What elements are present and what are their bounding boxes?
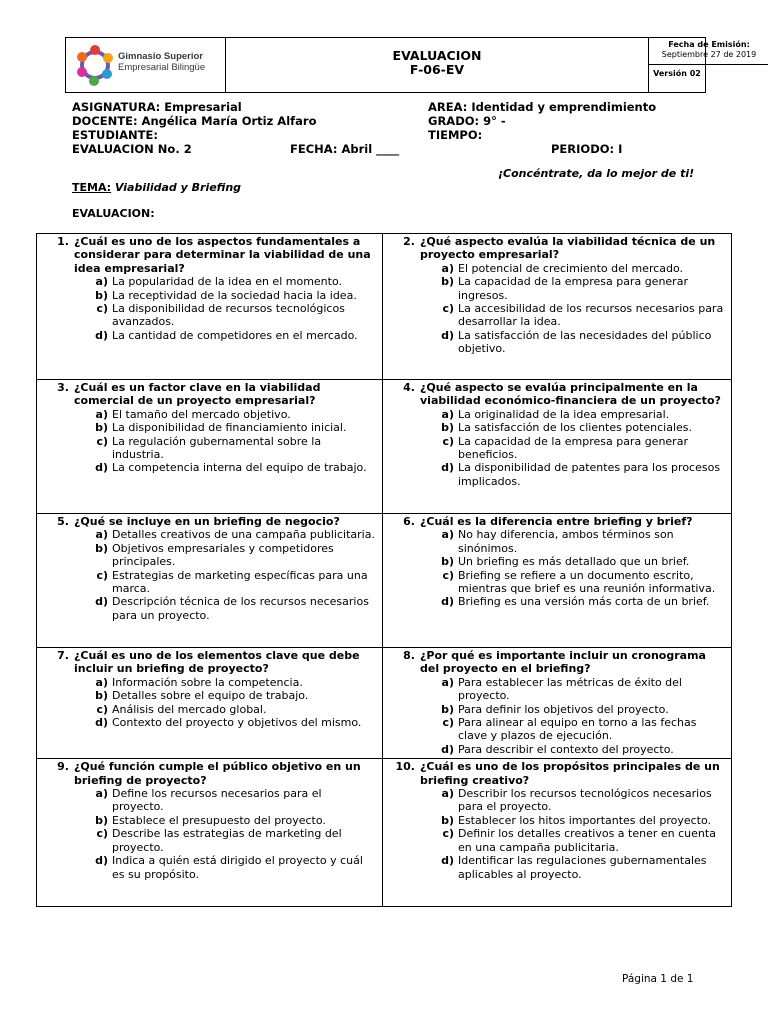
question-stem	[389, 649, 725, 676]
option-text: Objetivos empresariales y competidores principales.	[112, 541, 334, 569]
question-number: 4.	[403, 381, 415, 394]
option-letter: a)	[95, 528, 108, 542]
answer-option[interactable]	[432, 329, 725, 356]
option-text: La competencia interna del equipo de trabajo.	[112, 461, 367, 475]
option-text: Para describir el contexto del proyecto.	[458, 742, 674, 756]
question-cell	[37, 648, 383, 759]
option-text: Información sobre la competencia.	[112, 675, 303, 689]
option-letter: b)	[95, 813, 108, 827]
answer-option[interactable]	[86, 275, 376, 288]
option-text: Define los recursos necesarios para el proyecto.	[112, 787, 322, 814]
option-letter: c)	[96, 702, 108, 716]
issue-date: Septiembre 27 de 2019	[661, 50, 757, 59]
answer-option[interactable]	[86, 408, 376, 421]
option-text: La disponibilidad de financiamiento inicial.	[112, 421, 347, 435]
answer-option[interactable]	[432, 555, 725, 568]
option-text: Contexto del proyecto y objetivos del mismo.	[112, 716, 362, 730]
option-text: La capacidad de la empresa para generar beneficios.	[458, 434, 688, 462]
logo-text	[118, 51, 205, 73]
question-number: 3.	[57, 381, 69, 394]
document-code: F-06-EV	[409, 62, 465, 77]
motto: ¡Concéntrate, da lo mejor de ti!	[498, 167, 695, 180]
question-text: ¿Qué función cumple el público objetivo en un briefing de proyecto?	[74, 760, 361, 787]
option-letter: a)	[441, 261, 454, 275]
time-label: TIEMPO:	[428, 128, 483, 142]
option-text: Definir los detalles creativos a tener en cuenta en una campaña publicitaria.	[458, 827, 716, 854]
option-letter: c)	[442, 716, 454, 730]
question-text: ¿Qué se incluye en un briefing de negocio?	[74, 515, 340, 528]
option-letter: c)	[442, 434, 454, 448]
date-label: FECHA: Abril ____	[290, 142, 400, 156]
answer-option[interactable]	[432, 703, 725, 716]
evaluation-number: EVALUACION No. 2	[72, 142, 192, 156]
option-letter: d)	[95, 854, 108, 868]
option-letter: c)	[96, 827, 108, 841]
option-text: Estrategias de marketing específicas para una marca.	[112, 568, 368, 596]
option-letter: a)	[95, 407, 108, 421]
option-letter: c)	[96, 434, 108, 448]
answer-option[interactable]	[86, 787, 376, 814]
question-text: ¿Qué aspecto evalúa la viabilidad técnica de un proyecto empresarial?	[420, 235, 716, 262]
header-title-cell	[226, 38, 649, 92]
topic	[72, 181, 241, 194]
answer-option[interactable]	[86, 689, 376, 702]
logo-emblem-icon	[74, 43, 116, 87]
option-letter: b)	[95, 541, 108, 555]
answer-option[interactable]	[432, 814, 725, 827]
question-cell	[37, 380, 383, 514]
option-text: La receptividad de la sociedad hacia la idea.	[112, 288, 357, 302]
answer-option[interactable]	[432, 716, 725, 743]
page-number: Página 1 de 1	[622, 973, 694, 985]
document-header	[65, 37, 757, 93]
answer-option[interactable]	[86, 703, 376, 716]
question-cell	[383, 514, 732, 648]
question-stem	[389, 760, 725, 787]
answer-option[interactable]	[432, 676, 725, 703]
answer-option[interactable]	[432, 569, 725, 596]
option-text: Para definir los objetivos del proyecto.	[458, 702, 669, 716]
question-text: ¿Cuál es la diferencia entre briefing y brief?	[420, 515, 693, 528]
option-text: Establecer los hitos importantes del proyecto.	[458, 813, 711, 827]
option-text: La regulación gubernamental sobre la industria.	[112, 434, 322, 462]
option-text: La capacidad de la empresa para generar ingresos.	[458, 275, 688, 302]
answer-option[interactable]	[432, 421, 725, 434]
option-letter: b)	[441, 702, 454, 716]
answer-option[interactable]	[86, 421, 376, 434]
question-text: ¿Cuál es uno de los propósitos principales de un briefing creativo?	[420, 760, 720, 787]
questions-table	[36, 233, 732, 907]
option-letter: b)	[441, 275, 454, 289]
answer-option[interactable]	[432, 461, 725, 488]
option-text: Detalles sobre el equipo de trabajo.	[112, 689, 309, 703]
option-text: La satisfacción de las necesidades del público objetivo.	[458, 328, 712, 356]
question-number: 6.	[403, 515, 415, 528]
option-text: La originalidad de la idea empresarial.	[458, 407, 670, 421]
answer-option[interactable]	[86, 329, 376, 342]
question-cell	[383, 648, 732, 759]
question-cell	[383, 234, 732, 380]
option-letter: a)	[441, 787, 454, 801]
option-letter: a)	[95, 275, 108, 289]
grade-label: GRADO: 9° -	[428, 114, 506, 128]
answer-option[interactable]	[432, 435, 725, 462]
question-stem	[43, 760, 376, 787]
answer-option[interactable]	[86, 461, 376, 474]
question-stem	[43, 649, 376, 676]
option-text: Briefing se refiere a un documento escrito, mientras que brief es una reunión informativa.	[458, 568, 716, 596]
option-letter: d)	[441, 742, 454, 756]
question-cell	[37, 514, 383, 648]
question-cell	[383, 759, 732, 907]
answer-option[interactable]	[86, 289, 376, 302]
school-logo	[66, 38, 226, 92]
answer-option[interactable]	[432, 528, 725, 555]
option-letter: b)	[95, 689, 108, 703]
question-text: ¿Qué aspecto se evalúa principalmente en la viabilidad económico-financiera de un proyecto?	[420, 381, 721, 408]
option-letter: b)	[441, 421, 454, 435]
answer-option[interactable]	[86, 595, 376, 622]
answer-option[interactable]	[86, 528, 376, 541]
option-text: Identificar las regulaciones gubernamentales aplicables al proyecto.	[458, 854, 707, 881]
option-letter: b)	[95, 288, 108, 302]
option-letter: a)	[95, 787, 108, 801]
answer-option[interactable]	[86, 676, 376, 689]
option-letter: a)	[441, 528, 454, 542]
option-letter: c)	[442, 827, 454, 841]
answer-option[interactable]	[432, 787, 725, 814]
option-text: La accesibilidad de los recursos necesarios para desarrollar la idea.	[458, 302, 724, 329]
question-text: ¿Cuál es un factor clave en la viabilidad comercial de un proyecto empresarial?	[74, 381, 321, 408]
topic-value: Viabilidad y Briefing	[114, 181, 242, 194]
question-stem	[43, 515, 376, 528]
answer-option[interactable]	[432, 275, 725, 302]
option-letter: d)	[441, 328, 454, 342]
version-label: Versión 02	[653, 69, 701, 78]
option-text: Un briefing es más detallado que un brief.	[458, 555, 690, 569]
option-text: Establece el presupuesto del proyecto.	[112, 813, 326, 827]
option-text: No hay diferencia, ambos términos son sinónimos.	[458, 528, 674, 555]
answer-option[interactable]	[432, 408, 725, 421]
question-number: 8.	[403, 649, 415, 662]
option-text: Descripción técnica de los recursos necesarios para un proyecto.	[112, 595, 369, 622]
issue-date-label: Fecha de Emisión:	[668, 40, 750, 49]
question-text: ¿Cuál es uno de los elementos clave que debe incluir un briefing de proyecto?	[74, 649, 360, 676]
answer-option[interactable]	[86, 716, 376, 729]
option-letter: c)	[96, 568, 108, 582]
option-letter: d)	[95, 461, 108, 475]
question-stem	[389, 515, 725, 528]
answer-option[interactable]	[86, 302, 376, 329]
option-letter: b)	[441, 813, 454, 827]
option-text: Describir los recursos tecnológicos necesarios para el proyecto.	[458, 787, 712, 814]
option-text: El tamaño del mercado objetivo.	[112, 407, 291, 421]
question-cell	[383, 380, 732, 514]
teacher-label: DOCENTE: Angélica María Ortiz Alfaro	[72, 114, 317, 128]
question-stem	[389, 381, 725, 408]
question-number: 9.	[57, 760, 69, 774]
question-number: 10.	[395, 760, 415, 774]
question-stem	[43, 235, 376, 275]
option-letter: c)	[96, 302, 108, 316]
option-text: Para alinear al equipo en torno a las fechas clave y plazos de ejecución.	[458, 716, 697, 743]
question-cell	[37, 759, 383, 907]
option-text: Análisis del mercado global.	[112, 702, 267, 716]
option-text: La disponibilidad de recursos tecnológicos avanzados.	[112, 302, 345, 329]
option-letter: d)	[95, 328, 108, 342]
answer-option[interactable]	[86, 827, 376, 854]
question-stem	[43, 381, 376, 408]
student-label: ESTUDIANTE:	[72, 128, 158, 142]
question-stem	[389, 235, 725, 262]
option-text: Indica a quién está dirigido el proyecto y cuál es su propósito.	[112, 854, 363, 881]
option-letter: d)	[95, 595, 108, 609]
option-text: La disponibilidad de patentes para los procesos implicados.	[458, 461, 721, 488]
question-number: 5.	[57, 515, 69, 528]
question-cell	[37, 234, 383, 380]
answer-option[interactable]	[432, 854, 725, 881]
option-letter: d)	[441, 461, 454, 475]
answer-option[interactable]	[86, 542, 376, 569]
option-letter: b)	[441, 555, 454, 569]
question-text: ¿Cuál es uno de los aspectos fundamentales a considerar para determinar la viabilidad de una idea empresarial?	[74, 235, 371, 275]
option-text: La popularidad de la idea en el momento.	[112, 275, 342, 289]
logo-line-2: Empresarial Bilingüe	[118, 62, 206, 73]
option-text: La cantidad de competidores en el mercado.	[112, 328, 358, 342]
topic-label: TEMA:	[72, 181, 112, 194]
option-letter: b)	[95, 421, 108, 435]
area-label: AREA: Identidad y emprendimiento	[428, 100, 657, 114]
answer-option[interactable]	[86, 435, 376, 462]
option-text: Briefing es una versión más corta de un brief.	[458, 595, 710, 609]
option-text: El potencial de crecimiento del mercado.	[458, 261, 684, 275]
option-text: Detalles creativos de una campaña publicitaria.	[112, 528, 375, 542]
answer-option[interactable]	[432, 262, 725, 275]
option-letter: a)	[441, 675, 454, 689]
option-text: La satisfacción de los clientes potenciales.	[458, 421, 693, 435]
option-letter: a)	[95, 675, 108, 689]
issue-date-cell	[649, 38, 768, 65]
option-letter: d)	[95, 716, 108, 730]
option-letter: c)	[442, 302, 454, 316]
answer-option[interactable]	[432, 743, 725, 756]
option-letter: a)	[441, 407, 454, 421]
answer-option[interactable]	[432, 827, 725, 854]
logo-line-1: Gimnasio Superior	[118, 51, 203, 62]
answer-option[interactable]	[432, 595, 725, 608]
option-text: Para establecer las métricas de éxito del proyecto.	[458, 675, 682, 703]
option-letter: d)	[441, 595, 454, 609]
answer-option[interactable]	[86, 569, 376, 596]
question-text: ¿Por qué es importante incluir un cronograma del proyecto en el briefing?	[420, 649, 706, 676]
question-number: 1.	[57, 235, 69, 248]
period-label: PERIODO: I	[551, 142, 623, 156]
subject-label: ASIGNATURA: Empresarial	[72, 100, 242, 114]
document-title: EVALUACION	[392, 48, 482, 63]
section-title: EVALUACION:	[72, 207, 155, 220]
option-letter: c)	[442, 568, 454, 582]
answer-option[interactable]	[86, 854, 376, 881]
version-cell	[649, 69, 705, 79]
question-number: 2.	[403, 235, 415, 248]
option-letter: d)	[441, 854, 454, 868]
answer-option[interactable]	[432, 302, 725, 329]
answer-option[interactable]	[86, 814, 376, 827]
question-number: 7.	[57, 649, 69, 662]
option-text: Describe las estrategias de marketing del proyecto.	[112, 827, 342, 854]
